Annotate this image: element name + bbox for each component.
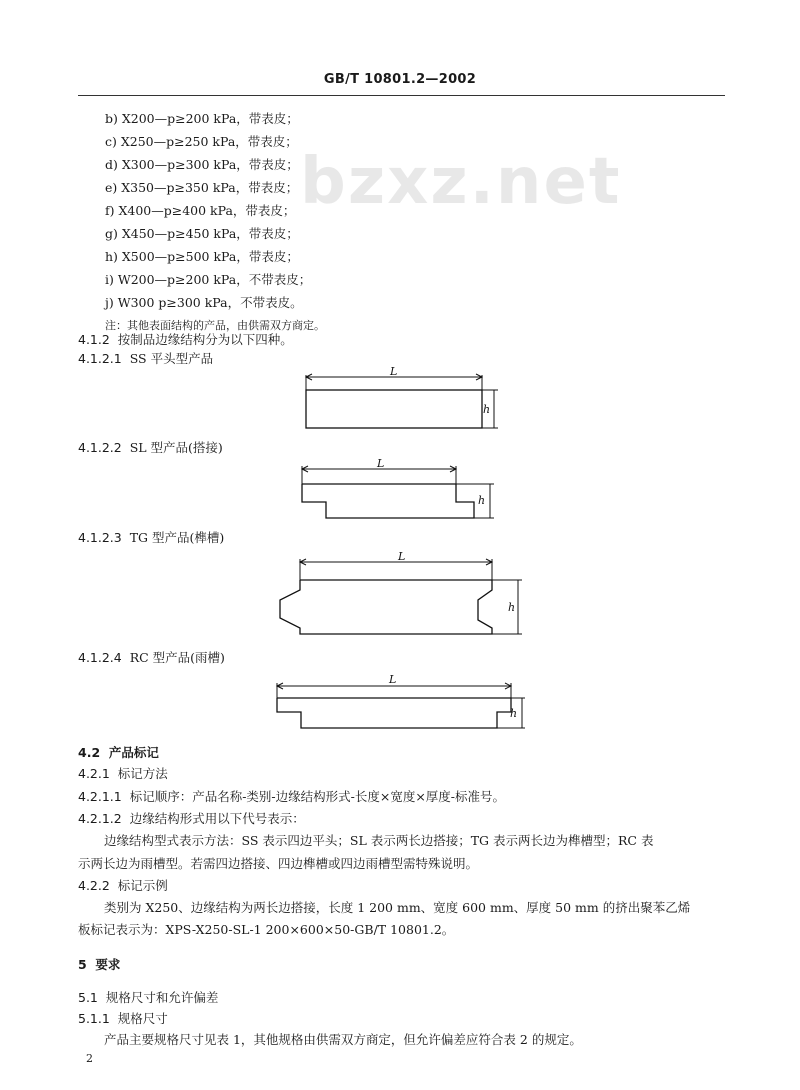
section-text: TG 型产品(榫槽): [129, 530, 225, 545]
section-number: 4.1.2: [78, 332, 110, 347]
section-4-2-1: [78, 766, 168, 782]
list-item: i) W200—p≥200 kPa，不带表皮；: [105, 272, 312, 287]
height-label: h: [510, 707, 518, 720]
header-rule: [78, 95, 725, 96]
section-number: 4.1.2.4: [78, 650, 122, 665]
length-label: L: [390, 365, 398, 378]
section-number: 4.2.1.1: [78, 789, 122, 804]
list-item: d) X300—p≥300 kPa，带表皮；: [105, 157, 299, 172]
paragraph-line: 类别为 X250、边缘结构为两长边搭接，长度 1 200 mm、宽度 600 mm、厚度 50 mm 的挤出聚苯乙烯: [104, 900, 691, 915]
section-text: SS 平头型产品: [129, 351, 214, 366]
list-item: f) X400—p≥400 kPa，带表皮；: [105, 203, 296, 218]
section-text: 产品标记: [108, 745, 159, 760]
section-4-1-2-1: [78, 351, 213, 367]
section-text: 标记方法: [117, 766, 168, 781]
section-4-2-2: [78, 878, 168, 894]
section-number: 4.1.2.2: [78, 440, 122, 455]
height-label: h: [508, 601, 516, 614]
section-4-2: [78, 745, 159, 761]
length-label: L: [377, 457, 385, 470]
section-4-2-1-1: [78, 789, 505, 805]
section-4-1-2-4: [78, 650, 225, 666]
section-number: 4.2: [78, 745, 101, 760]
length-label: L: [398, 550, 406, 563]
section-text: 标记顺序：产品名称-类别-边缘结构形式-长度×宽度×厚度-标准号。: [129, 789, 506, 804]
section-number: 4.2.1.2: [78, 811, 122, 826]
section-number: 4.2.1: [78, 766, 110, 781]
section-4-1-2: [78, 332, 293, 348]
paragraph-line: 示两长边为雨槽型。若需四边搭接、四边榫槽或四边雨槽型需特殊说明。: [78, 856, 479, 871]
section-4-2-1-2: [78, 811, 305, 827]
list-item: h) X500—p≥500 kPa，带表皮；: [105, 249, 299, 264]
section-text: SL 型产品(搭接): [129, 440, 223, 455]
section-number: 4.2.2: [78, 878, 110, 893]
figure-ss-flat-edge: [290, 365, 510, 440]
paragraph-line: 产品主要规格尺寸见表 1，其他规格由供需双方商定，但允许偏差应符合表 2 的规定。: [104, 1032, 582, 1047]
section-number: 5.1: [78, 990, 98, 1005]
section-text: 按制品边缘结构分为以下四种。: [117, 332, 293, 347]
height-label: h: [478, 494, 486, 507]
section-5-1: [78, 990, 218, 1006]
section-5: [78, 957, 120, 973]
section-4-1-2-2: [78, 440, 223, 456]
paragraph-line: 板标记表示为：XPS-X250-SL-1 200×600×50-GB/T 10801.2。: [78, 922, 455, 937]
section-5-1-1: [78, 1011, 168, 1027]
section-number: 4.1.2.1: [78, 351, 122, 366]
section-text: RC 型产品(雨槽): [129, 650, 225, 665]
list-item: g) X450—p≥450 kPa，带表皮；: [105, 226, 299, 241]
paragraph-line: 边缘结构型式表示方法：SS 表示四边平头；SL 表示两长边搭接；TG 表示两长边为榫槽型；RC 表: [104, 833, 654, 848]
watermark: bzxz.net: [300, 145, 622, 219]
section-number: 5: [78, 957, 87, 972]
height-label: h: [483, 403, 491, 416]
note: 注：其他表面结构的产品，由供需双方商定。: [105, 319, 325, 332]
figure-rc-rain-groove: [265, 670, 540, 740]
section-text: 边缘结构形式用以下代号表示：: [129, 811, 305, 826]
page-header: GB/T 10801.2—2002: [323, 72, 477, 87]
section-number: 5.1.1: [78, 1011, 110, 1026]
list-item: e) X350—p≥350 kPa，带表皮；: [105, 180, 299, 195]
length-label: L: [389, 673, 397, 686]
list-item: c) X250—p≥250 kPa，带表皮；: [105, 134, 298, 149]
figure-tg-tongue-groove: [270, 550, 540, 645]
list-item: b) X200—p≥200 kPa，带表皮；: [105, 111, 299, 126]
section-text: 规格尺寸和允许偏差: [105, 990, 219, 1005]
section-text: 要求: [95, 957, 121, 972]
page-number: 2: [86, 1052, 93, 1065]
section-text: 规格尺寸: [117, 1011, 168, 1026]
list-item: j) W300 p≥300 kPa，不带表皮。: [105, 295, 303, 310]
section-number: 4.1.2.3: [78, 530, 122, 545]
figure-sl-lap-edge: [290, 458, 510, 528]
section-4-1-2-3: [78, 530, 224, 546]
section-text: 标记示例: [117, 878, 168, 893]
